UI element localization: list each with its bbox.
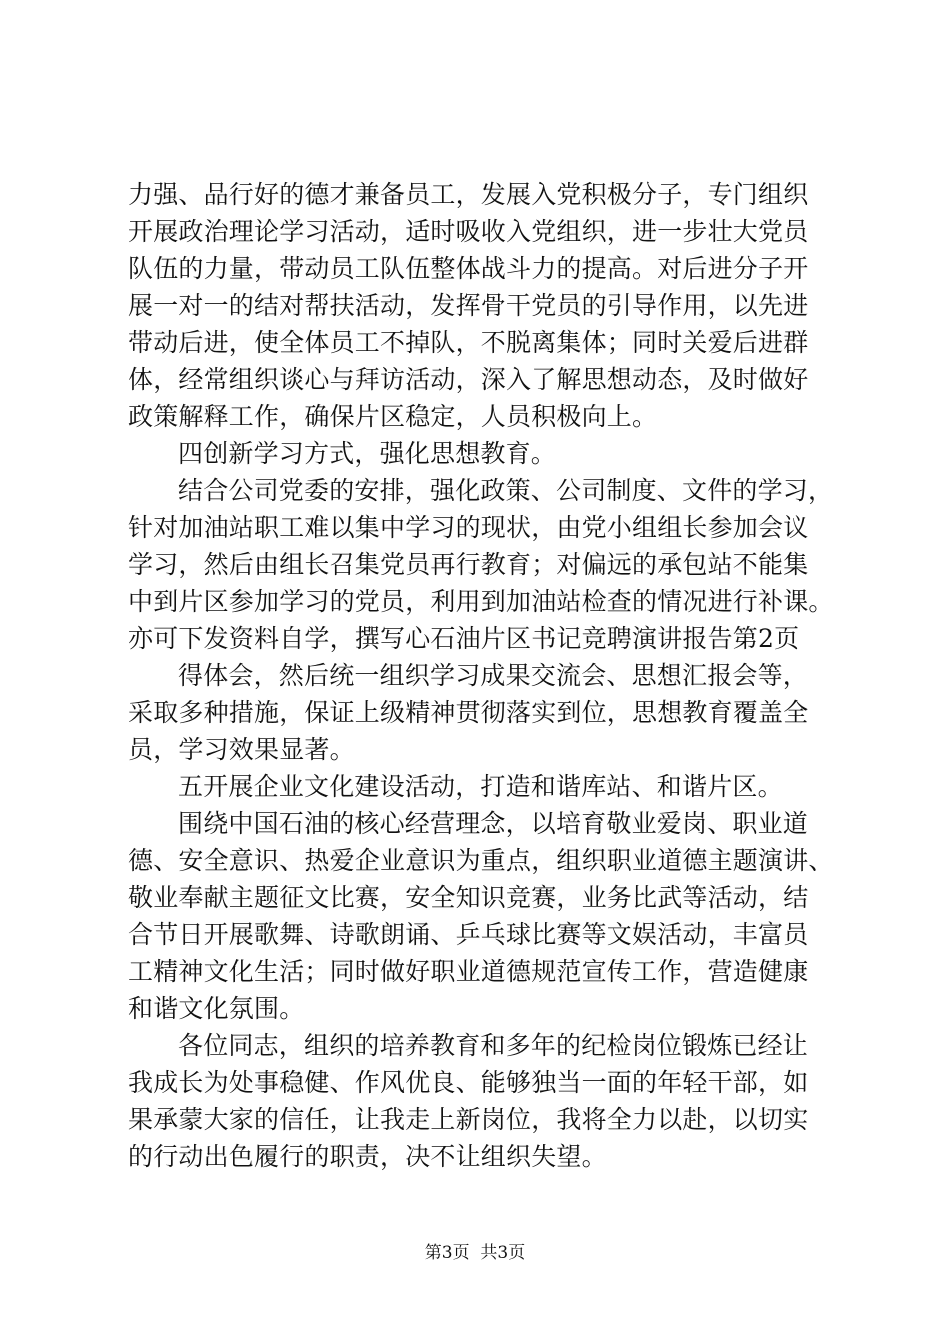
text-line: 结合公司党委的安排，强化政策、公司制度、文件的学习， (178, 476, 834, 505)
text-line: 开展政治理论学习活动，适时吸收入党组织，进一步壮大党员 (128, 217, 809, 246)
text-line: 体，经常组织谈心与拜访活动，深入了解思想动态，及时做好 (128, 365, 809, 394)
text-line: 各位同志，组织的培养教育和多年的纪检岗位锻炼已经让 (178, 1031, 809, 1060)
text-line: 队伍的力量，带动员工队伍整体战斗力的提高。对后进分子开 (128, 254, 809, 283)
text-line: 和谐文化氛围。 (128, 994, 305, 1023)
text-line: 带动后进，使全体员工不掉队，不脱离集体；同时关爱后进群 (128, 328, 809, 357)
document-body (128, 176, 834, 1175)
text-line: 展一对一的结对帮扶活动，发挥骨干党员的引导作用，以先进 (128, 291, 809, 320)
text-line: 工精神文化生活；同时做好职业道德规范宣传工作，营造健康 (128, 957, 809, 986)
text-line: 围绕中国石油的核心经营理念，以培育敬业爱岗、职业道 (178, 809, 809, 838)
text-line: 针对加油站职工难以集中学习的现状，由党小组组长参加会议 (128, 513, 809, 542)
text-line: 敬业奉献主题征文比赛，安全知识竞赛，业务比武等活动，结 (128, 883, 809, 912)
page-number: 第3页 共3页 (424, 1243, 526, 1263)
text-line: 得体会，然后统一组织学习成果交流会、思想汇报会等， (178, 661, 809, 690)
text-line: 德、安全意识、热爱企业意识为重点，组织职业道德主题演讲、 (128, 846, 834, 875)
section-heading: 四创新学习方式，强化思想教育。 (178, 439, 557, 468)
text-line: 学习，然后由组长召集党员再行教育；对偏远的承包站不能集 (128, 550, 809, 579)
text-line: 采取多种措施，保证上级精神贯彻落实到位，思想教育覆盖全 (128, 698, 809, 727)
text-line: 政策解释工作，确保片区稳定，人员积极向上。 (128, 402, 658, 431)
section-heading: 五开展企业文化建设活动，打造和谐库站、和谐片区。 (178, 772, 783, 801)
text-line: 合节日开展歌舞、诗歌朗诵、乒乓球比赛等文娱活动，丰富员 (128, 920, 809, 949)
text-line: 的行动出色履行的职责，决不让组织失望。 (128, 1142, 607, 1171)
text-line: 中到片区参加学习的党员，利用到加油站检查的情况进行补课。 (128, 587, 834, 616)
text-line: 我成长为处事稳健、作风优良、能够独当一面的年轻干部，如 (128, 1068, 809, 1097)
text-line: 员，学习效果显著。 (128, 735, 355, 764)
text-line: 果承蒙大家的信任，让我走上新岗位，我将全力以赴，以切实 (128, 1105, 809, 1134)
text-line: 亦可下发资料自学，撰写心石油片区书记竞聘演讲报告第2页 (128, 624, 800, 653)
page-footer (0, 1242, 950, 1264)
text-line: 力强、品行好的德才兼备员工，发展入党积极分子，专门组织 (128, 180, 809, 209)
